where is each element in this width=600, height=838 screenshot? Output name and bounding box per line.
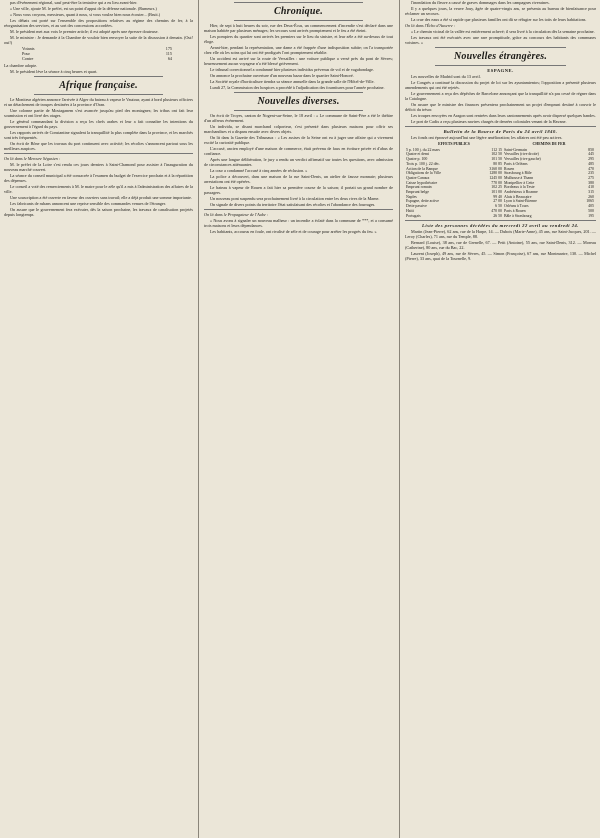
subheading: On lit dans le Mercure Ségusien : bbox=[4, 156, 61, 161]
paragraph: Les habitants, accourus en foule, ont rivalisé de zèle et de courage pour arrêter les progrès du feu. » bbox=[210, 229, 377, 234]
section-heading-etrangeres: Nouvelles étrangères. bbox=[453, 51, 548, 62]
paragraph: L'accusé, ancien employé d'une maison de commerce, était prévenu de faux en écriture privée et d'abus de confiance. bbox=[204, 146, 393, 156]
paragraph: M. le ministre : Je demande à la Chambre de vouloir bien renvoyer la suite de la discussion à demain. (Oui! oui!) bbox=[4, 35, 193, 45]
paragraph: La cour a condamné l'accusé à cinq années de réclusion. » bbox=[210, 168, 308, 173]
paragraph: Hier, de sept à huit heures du soir, rue des Deux-Écus, un commencement d'incendie s'est déclaré dans une maison habitée par plusieurs ménages; les secours sont arrivés promptement et le feu a été éteint. bbox=[204, 23, 393, 33]
bourse-label: Lyon à Saint-Étienne bbox=[503, 199, 537, 204]
paragraph: Les fabricants de rubans annoncent une reprise sensible des commandes venues de l'étranger. bbox=[10, 201, 166, 206]
bourse-label: Strasbourg à Bâle bbox=[503, 171, 532, 176]
paragraph: On lit dans la Gazette des Tribunaux : « Les assises de la Seine ont eu à juger une affaire qui a vivement excité la curiosité publique. bbox=[204, 135, 393, 145]
bourse-value: 470 bbox=[588, 166, 594, 171]
section-rule bbox=[234, 92, 363, 93]
paragraph: On assure que le gouvernement fera exécuter, dès la saison prochaine, les travaux de canalisation projetés depuis longtemps. bbox=[4, 207, 193, 217]
paragraph: « Une ville, ajoute M. le préfet, est un point d'appui de la défense nationale. (Rumeurs.) bbox=[10, 6, 157, 11]
column-left bbox=[4, 0, 193, 838]
bourse-label: Trois p. 100 j. 22 déc. bbox=[406, 161, 441, 166]
bourse-label: Quatre p. 100 bbox=[406, 157, 428, 162]
paragraph: Le bateau à vapeur de Rouen a fait hier sa première course de la saison; il portait un grand nombre de passagers. bbox=[204, 185, 393, 195]
bourse-value: 500 bbox=[588, 208, 594, 213]
table-header: EFFETS PUBLICS bbox=[438, 142, 470, 146]
paragraph: Les débats ont porté sur l'ensemble des propositions relatives au régime des chemins de fer, à la réorganisation des services, et au sort des concessions accordées. bbox=[4, 18, 193, 28]
paragraph: Les troupes envoyées en Aragon sont rentrées dans leurs cantonnements après avoir dispersé quelques bandes. bbox=[411, 113, 596, 118]
paragraph: « Nous avons à signaler un nouveau malheur : un incendie a éclaté dans la commune de ***, et a consumé trois maisons et leurs dépendances. bbox=[204, 218, 393, 228]
bourse-label: Paris à Rouen bbox=[503, 208, 526, 213]
bourse-value: 102 25 bbox=[491, 185, 502, 190]
bourse-label: Versailles (rive gauche) bbox=[503, 157, 541, 162]
bourse-value: 101 50 bbox=[491, 157, 502, 162]
bourse-label: Naples bbox=[406, 194, 417, 199]
table-row bbox=[405, 214, 595, 219]
paragraph: Une souscription a été ouverte en faveur des ouvriers sans travail; elle a déjà produit une somme importante. bbox=[10, 195, 192, 200]
section-rule bbox=[435, 47, 566, 48]
paragraph: Le général commandant la division a reçu les chefs arabes et leur a fait connaître les intentions du gouvernement à l'égard du pays. bbox=[4, 119, 193, 129]
vote-row: Contre 64 bbox=[22, 56, 172, 61]
bourse-table bbox=[405, 141, 595, 218]
subheading: On lit dans le Propagateur de l'Aube : bbox=[204, 212, 269, 217]
paragraph: Un accident est arrivé sur la route de Versailles : une voiture publique a versé près du pont de Sèvres; heureusement aucun voyageur n'a été blessé grièvement. bbox=[204, 56, 393, 66]
paragraph: Martin (Jean-Pierre), 62 ans, rue de la Harpe, 14. — Dubois (Marie-Anne), 45 ans, rue Saint-Jacques, 201. — Leroy (Charles), 71 ans, rue du Temple, 88. bbox=[405, 229, 596, 240]
bourse-value: 1065 bbox=[586, 199, 594, 204]
paragraph: Les rapports arrivés de Constantine signalent la tranquillité la plus complète dans la province, et les marchés sont très fréquentés. bbox=[4, 130, 193, 140]
paragraph: Le tribunal correctionnel a condamné hier plusieurs individus prévenus de vol et de vagabondage. bbox=[210, 67, 374, 72]
bourse-value: 380 bbox=[588, 180, 594, 185]
bourse-value: 485 bbox=[588, 161, 594, 166]
bourse-value: 1245 00 bbox=[489, 175, 502, 180]
bourse-value: 1280 00 bbox=[489, 171, 502, 176]
bourse-value: 850 bbox=[588, 147, 594, 152]
section-rule bbox=[234, 2, 363, 3]
bourse-label: 5 p. 100 j. du 22 mars bbox=[406, 147, 440, 152]
bourse-label: Quatre et demi bbox=[406, 152, 430, 157]
paragraph: Les nouvelles de Madrid sont du 13 avril. bbox=[411, 74, 481, 79]
bourse-value: 195 bbox=[588, 213, 594, 218]
bourse-label: Emprunt romain bbox=[406, 185, 432, 190]
paragraph: Les pompiers du quartier sont arrivés les premiers sur le lieu du sinistre, et leur zèle a été au-dessus de tout éloge. bbox=[204, 34, 393, 44]
section-heading-nouvelles: Nouvelles diverses. bbox=[257, 96, 340, 107]
bourse-value: 112 15 bbox=[491, 147, 502, 152]
bourse-label: Paris à Orléans bbox=[503, 161, 528, 166]
bourse-value: 26 50 bbox=[493, 213, 502, 218]
bourse-value: 410 bbox=[588, 185, 594, 190]
paragraph: Laurent (Joseph), 49 ans, rue de Sèvres, 45. — Simon (Françoise), 67 ans, rue Montmartre, 130. — Michel (Pierre), 33 ans, quai de la Tournelle, 9. bbox=[405, 251, 596, 262]
bourse-value: 445 bbox=[588, 152, 594, 157]
bourse-value: 235 bbox=[588, 171, 594, 176]
table-header-row bbox=[405, 141, 595, 148]
deces-title: Liste des personnes décédées du mercredi 22 avril au vendredi 24. bbox=[422, 223, 579, 229]
bourse-value: 405 bbox=[588, 204, 594, 209]
paragraph: « Nous vous croyons, messieurs, quant à nous, si vous voulez bien nous écouter... (Bruit.) bbox=[10, 12, 161, 17]
paragraph: On annonce la prochaine ouverture d'un nouveau bazar dans le quartier Saint-Honoré. bbox=[210, 73, 354, 78]
vote-table bbox=[22, 46, 172, 61]
bourse-label: Versailles (rive droite) bbox=[503, 152, 539, 157]
paragraph: Le Moniteur algérien annonce l'arrivée à Alger du bateau à vapeur le Vautour, ayant à bord plusieurs officiers et un détachement de troupes destinées à la province d'Oran. bbox=[4, 97, 193, 107]
paragraph: Un individu, se disant marchand colporteur, s'est présenté dans plusieurs maisons pour offrir ses marchandises et a disparu ensuite avec divers objets. bbox=[204, 124, 393, 134]
paragraph: « Le chemin vicinal de la vallée est entièrement achevé; il sera livré à la circulation dès la semaine prochaine. bbox=[411, 29, 595, 34]
section-rule bbox=[405, 220, 596, 221]
bourse-value: 102 50 bbox=[491, 152, 502, 157]
bourse-label: Rouen bbox=[503, 166, 515, 171]
bourse-value: 470 00 bbox=[491, 208, 502, 213]
column-right bbox=[405, 0, 596, 838]
bourse-label: Montpellier à Cette bbox=[503, 180, 535, 185]
bourse-value: 80 85 bbox=[493, 161, 502, 166]
bourse-label: Bâle à Strasbourg bbox=[503, 213, 532, 218]
paragraph: l'inondation du fleuve a causé de graves dommages dans les campagnes riveraines. bbox=[411, 0, 550, 5]
paragraph: On assure que le ministre des finances présentera prochainement un projet d'emprunt destiné à couvrir le déficit du trésor. bbox=[405, 102, 596, 112]
paragraph: On signale de divers points du territoire l'état satisfaisant des récoltes et l'abondance des fourrages. bbox=[210, 202, 376, 207]
bourse-value: 260 bbox=[588, 194, 594, 199]
paragraph: Les fonds ont éprouvé aujourd'hui une légère amélioration; les affaires ont été peu actives. bbox=[411, 135, 563, 140]
section-rule bbox=[234, 20, 363, 21]
paragraph: Le Congrès a continué la discussion du projet de loi sur les ayuntamientos; l'opposition a présenté plusieurs amendements qui ont été rejetés. bbox=[405, 80, 596, 90]
paragraph: La séance du conseil municipal a été consacrée à l'examen du budget de l'exercice prochain et à la répartition des dépenses. bbox=[4, 173, 193, 183]
paragraph: Le conseil a voté des remerciements à M. le maire pour le zèle qu'il a mis à l'administration des affaires de la ville. bbox=[4, 184, 193, 194]
paragraph: Un nouveau pont suspendu sera prochainement livré à la circulation entre les deux rives de la Marne. bbox=[210, 196, 380, 201]
paragraph: Le port de Cadix a reçu plusieurs navires chargés de denrées coloniales venant de la Havane. bbox=[411, 119, 567, 124]
bourse-value: 99 40 bbox=[493, 194, 502, 199]
bourse-label: Mulhouse à Thann bbox=[503, 175, 534, 180]
bourse-label: Alais à Beaucaire bbox=[503, 194, 532, 199]
column-divider bbox=[198, 0, 199, 838]
bourse-label: Portugais bbox=[406, 213, 421, 218]
bourse-value: 295 bbox=[588, 157, 594, 162]
vote-row: Pour 115 bbox=[22, 51, 172, 56]
paragraph: M. le préfet de la Loire s'est rendu ces jours derniers à Saint-Chamond pour assister à l'inauguration du nouveau marché couvert. bbox=[4, 162, 193, 172]
section-rule bbox=[34, 94, 163, 95]
section-heading-chronique: Chronique. bbox=[274, 6, 323, 17]
bourse-value: 101 00 bbox=[491, 190, 502, 195]
bourse-label: Action de la Banque bbox=[406, 166, 438, 171]
paragraph: Lundi 27, la Commission des hospices a procédé à l'adjudication des fournitures pour l'année prochaine. bbox=[210, 85, 385, 90]
paragraph: Les travaux ont été exécutés avec une rare promptitude, grâce au concours des habitants des communes voisines. » bbox=[405, 35, 596, 45]
bourse-value: 3160 00 bbox=[489, 166, 502, 171]
paragraph: M. le président met aux voix le premier article; il est adopté après une épreuve douteuse. bbox=[10, 29, 159, 34]
paragraph: Après une longue délibération, le jury a rendu un verdict affirmatif sur toutes les questions, avec admission de circonstances atténuantes. bbox=[204, 157, 393, 167]
bourse-label: Orléans à Tours bbox=[503, 204, 529, 209]
section-rule bbox=[4, 153, 193, 154]
paragraph: On écrit de Bône que les travaux du port continuent avec activité; les récoltes s'annoncent partout sous les meilleurs auspices. bbox=[4, 141, 193, 151]
paragraph: Bernard (Louise), 38 ans, rue de Grenelle, 67. — Petit (Antoine), 55 ans, rue Saint-Denis, 312. — Moreau (Catherine), 80 ans, rue du Bac, 22. bbox=[405, 240, 596, 251]
bourse-label: Emprunt belge bbox=[406, 190, 430, 195]
paragraph: pas d'événement régional, sauf peut-être la tentative qui a eu lieu avant-hier. bbox=[10, 0, 138, 5]
bourse-value: 6 50 bbox=[495, 204, 502, 209]
vote-result: La chambre adopte. bbox=[4, 63, 38, 68]
bourse-label: Bordeaux à la Teste bbox=[503, 185, 535, 190]
bourse-label: Espagne, dette active bbox=[406, 199, 439, 204]
bourse-label: Dette passive bbox=[406, 204, 427, 209]
paragraph: Le gouvernement a reçu des dépêches de Barcelone annonçant que la tranquillité n'a pas cessé de régner dans la Catalogne. bbox=[405, 91, 596, 101]
bourse-value: 275 bbox=[588, 175, 594, 180]
bourse-value: 315 bbox=[588, 190, 594, 195]
paragraph: La police a découvert, dans une maison de la rue Saint-Denis, un atelier de fausse monnaie; plusieurs arrestations ont été opérées. bbox=[204, 174, 393, 184]
bourse-label: Quatre Canaux bbox=[406, 175, 430, 180]
section-rule bbox=[435, 65, 566, 66]
section-rule bbox=[204, 209, 393, 210]
paragraph: La crue des eaux a été si rapide que plusieurs familles ont dû se réfugier sur les toits de leurs habitations. bbox=[411, 17, 587, 22]
bourse-label: Obligations de la Ville bbox=[406, 171, 442, 176]
table-header: CHEMINS DE FER bbox=[532, 142, 566, 146]
bourse-label: Caisse hypothécaire bbox=[406, 180, 438, 185]
column-middle bbox=[204, 0, 393, 838]
subheading: On lit dans l'Écho d'Auxerre : bbox=[405, 23, 456, 28]
paragraph: La Société royale d'horticulture tiendra sa séance annuelle dans la grande salle de l'Hôtel-de-Ville. bbox=[210, 79, 375, 84]
bourse-rows bbox=[405, 148, 595, 219]
section-rule bbox=[405, 126, 596, 127]
bourse-value: 770 00 bbox=[491, 180, 502, 185]
column-divider bbox=[399, 0, 400, 838]
vote-row: Votants 175 bbox=[22, 46, 172, 51]
paragraph: Avant-hier, pendant la représentation, une dame a été frappée d'une indisposition subite; on l'a transportée chez elle où les soins qui lui ont été prodigués l'ont promptement rétablie. bbox=[204, 45, 393, 55]
bourse-label: Andrézieux à Roanne bbox=[503, 190, 538, 195]
section-rule bbox=[34, 76, 163, 77]
paragraph: M. le président lève la séance à cinq heures et quart. bbox=[10, 69, 98, 74]
bourse-label: Saint-Germain bbox=[503, 147, 527, 152]
paragraph: Une colonne partie de Mostaganem s'est avancée jusqu'au pied des montagnes; les tribus ont fait leur soumission et ont livré des otages. bbox=[4, 108, 193, 118]
paragraph: Il y a quelques jours, la veuve Jouy, âgée de quatre-vingts ans, se présenta au bureau de bienfaisance pour réclamer un secours. bbox=[405, 6, 596, 16]
country-subheading: ESPAGNE. bbox=[487, 68, 514, 73]
section-heading-afrique: Afrique française. bbox=[59, 80, 138, 91]
bourse-title: Bulletin de la Bourse de Paris du 24 avril 1840. bbox=[443, 129, 558, 134]
section-rule bbox=[234, 110, 363, 111]
paragraph: On écrit de Troyes, canton de Nogent-sur-Seine, le 18 avril : « Le commune de Saint-Fère a été le théâtre d'un affreux événement. bbox=[204, 113, 393, 123]
bourse-value: 27 00 bbox=[493, 199, 502, 204]
bourse-label: Haïti bbox=[406, 208, 414, 213]
